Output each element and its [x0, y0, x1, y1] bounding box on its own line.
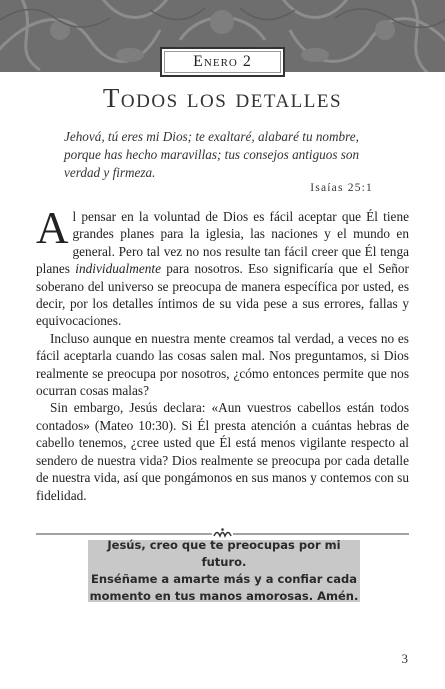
paragraph-1	[36, 203, 409, 330]
verse-reference: Isaías 25:1	[310, 182, 373, 194]
paragraph-3: Sin embargo, Jesús declara: «Aun vuestros cabellos están todos contados» (Mateo 10:30). Si Él presta atención a cuántas hebras de cabello tenemos, ¿cree usted que Él está menos vigilante respecto al sendero de nuestra vida? Dios realmente se preocupa por cada detalle de nuestra vida, así que pongámonos en sus manos y contemos con su fidelidad.	[36, 400, 409, 503]
paragraph-1-rest: para nosotros. Eso significaría que el Señor soberano del universo se preocupa de manera específica por usted, es decir, por los detalles íntimos de su vida pese a sus errores, fallas y equivocaciones.	[36, 261, 409, 329]
paragraph-1-text: l pensar en la voluntad de Dios es fácil aceptar que Él tiene grandes planes para la iglesia, las naciones y el mundo en general. Pero tal vez no nos resulte tan fácil creer que Él tenga planes	[36, 209, 409, 277]
paragraph-1-italic: individualmente	[75, 261, 161, 277]
date-label	[160, 47, 285, 77]
page-title: Todos los detalles	[102, 83, 343, 113]
date-text: Enero 2	[193, 53, 252, 70]
page-number: 3	[401, 651, 408, 666]
body-text	[36, 203, 409, 504]
verse-text: Jehová, tú eres mi Dios; te exaltaré, alabaré tu nombre, porque has hecho maravillas; tus consejos antiguos son verdad y firmeza.	[64, 129, 360, 180]
paragraph-2: Incluso aunque en nuestra mente creamos tal verdad, a veces no es fácil aceptarla cuando las cosas salen mal. Nos preguntamos, si Dios realmente se preocupa por nosotros, ¿cómo entonces permite que nos ocurran cosas malas?	[36, 330, 409, 399]
prayer-text: Jesús, creo que te preocupas por mi futuro. Enséñame a amarte más y a confiar cada momento en tus manos amorosas. Amén.	[89, 538, 359, 603]
prayer-box	[88, 540, 360, 602]
drop-cap: A	[36, 203, 69, 253]
